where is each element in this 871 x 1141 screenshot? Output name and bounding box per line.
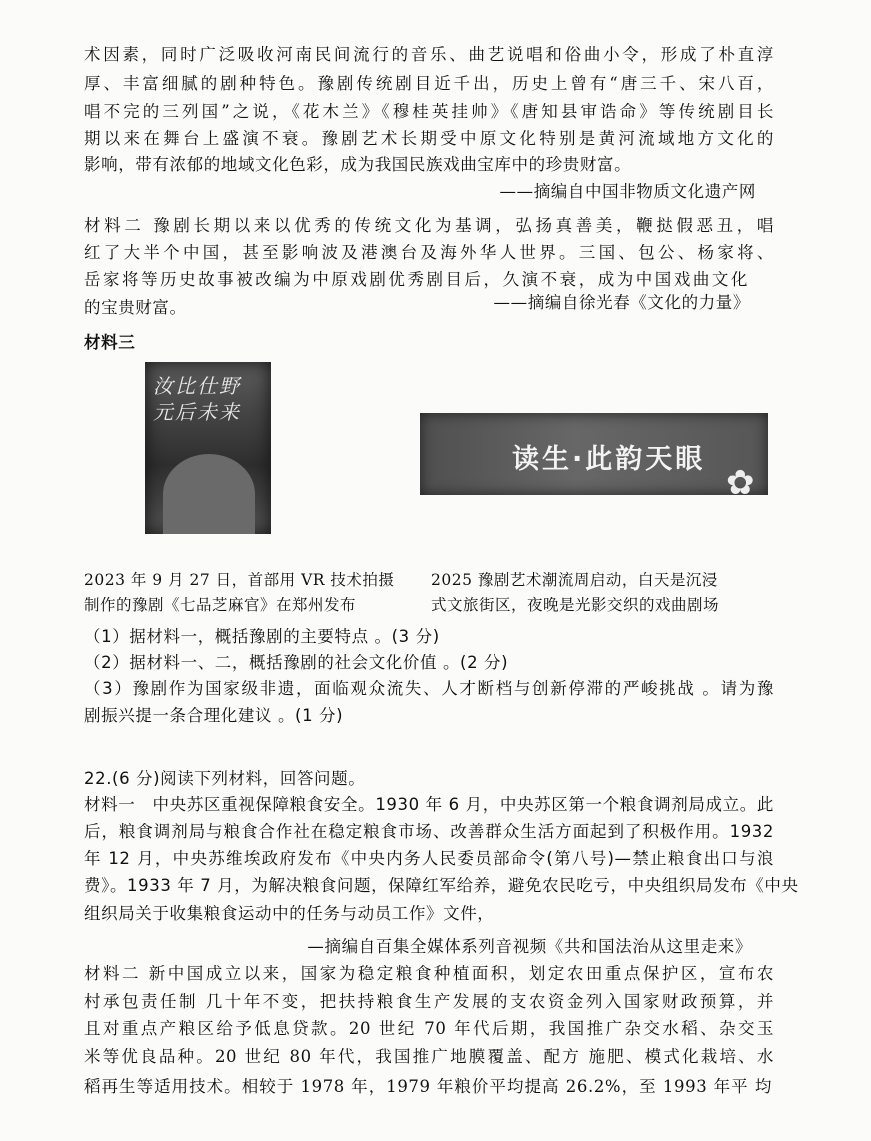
banner-title: 读生·此韵天眼 [512, 444, 706, 475]
poster-figure-shape [163, 454, 255, 534]
image2-caption-line: 式文旅街区，夜晚是光影交织的戏曲剧场 [431, 596, 720, 614]
flower-icon: ✿ [726, 463, 755, 495]
question-1: （1）据材料一，概括豫剧的主要特点 。(3 分) [84, 627, 440, 646]
question-3-line2: 剧振兴提一条合理化建议 。(1 分) [84, 706, 344, 725]
q22-material1-line: 年 12 月，中央苏维埃政府发布《中央内务人民委员部命令(第八号)—禁止粮食出口与浪 [84, 849, 774, 868]
poster-title-line1: 汝比仕野 [153, 374, 241, 398]
q22-material1-line: 材料一 中央苏区重视保障粮食安全。1930 年 6 月，中央苏区第一个粮食调剂局成立。此 [84, 795, 774, 814]
material1-line: 影响，带有浓郁的地域文化色彩，成为我国民族戏曲宝库中的珍贵财富。 [84, 155, 632, 174]
question-2: （2）据材料一、二，概括豫剧的社会文化价值 。(2 分) [84, 653, 509, 672]
opera-week-banner-image [420, 413, 768, 495]
q22-material1-line: 费》。1933 年 7 月，为解决粮食问题，保障红军给养，避免农民吃亏，中央组织局发布《中央 [84, 876, 799, 895]
q22-material2-line: 材料二 新中国成立以来，国家为稳定粮食种植面积，划定农田重点保护区，宣布农 [84, 964, 774, 983]
q22-material1-source: —摘编自百集全媒体系列音视频《共和国法治从这里走来》 [307, 937, 752, 956]
image2-caption-line: 2025 豫剧艺术潮流周启动，白天是沉浸 [431, 571, 718, 589]
material1-source: ——摘编自中国非物质文化遗产网 [499, 182, 756, 201]
q22-material2-line: 米等优良品种。20 世纪 80 年代，我国推广地膜覆盖、配方 施肥、模式化栽培、水 [84, 1047, 774, 1066]
material2-line: 的宝贵财富。 [84, 298, 187, 317]
q22-material2-line: 村承包责任制 几十年不变，把扶持粮食生产发展的支农资金列入国家财政预算，并 [84, 992, 774, 1011]
material2-line: 材料二 豫剧长期以来以优秀的传统文化为基调，弘扬真善美，鞭挞假恶丑，唱 [84, 216, 774, 235]
q22-header: 22.(6 分)阅读下列材料，回答问题。 [84, 769, 366, 788]
image1-caption-line: 制作的豫剧《七品芝麻官》在郑州发布 [84, 596, 357, 614]
material2-line: 岳家将等历史故事被改编为中原戏剧优秀剧目后，久演不衰，成为中国戏曲文化 [84, 270, 748, 289]
material1-line: 厚、丰富细腻的剧种特色。豫剧传统剧目近千出，历史上曾有“唐三千、宋八百， [84, 74, 774, 93]
q22-material2-line: 且对重点产粮区给予低息贷款。20 世纪 70 年代后期，我国推广杂交水稻、杂交玉 [84, 1019, 774, 1038]
material1-line: 期以来在舞台上盛演不衰。豫剧艺术长期受中原文化特别是黄河流域地方文化的 [84, 129, 774, 148]
opera-poster-image [145, 362, 271, 534]
q22-material2-line: 稻再生等适用技术。相较于 1978 年，1979 年粮价平均提高 26.2%，至 1993 年平 均 [84, 1077, 772, 1096]
image1-caption-line: 2023 年 9 月 27 日，首部用 VR 技术拍摄 [84, 571, 395, 589]
poster-title-line2: 元后未来 [153, 400, 241, 424]
material1-line: 唱不完的三列国”之说，《花木兰》《穆桂英挂帅》《唐知县审诰命》等传统剧目长 [84, 102, 774, 121]
material1-line: 术因素，同时广泛吸收河南民间流行的音乐、曲艺说唱和俗曲小令，形成了朴直淳 [84, 45, 774, 64]
question-3-line1: （3）豫剧作为国家级非遗，面临观众流失、人才断档与创新停滞的严峻挑战 。请为豫 [84, 679, 774, 698]
q22-material1-line: 组织局关于收集粮食运动中的任务与动员工作》文件， [84, 904, 495, 923]
q22-material1-line: 后，粮食调剂局与粮食合作社在稳定粮食市场、改善群众生活方面起到了积极作用。1932 [84, 822, 774, 841]
material2-source: ——摘编自徐光春《文化的力量》 [493, 293, 750, 312]
material2-line: 红了大半个中国，甚至影响波及港澳台及海外华人世界。三国、包公、杨家将、 [84, 243, 774, 262]
material3-label: 材料三 [84, 333, 136, 352]
